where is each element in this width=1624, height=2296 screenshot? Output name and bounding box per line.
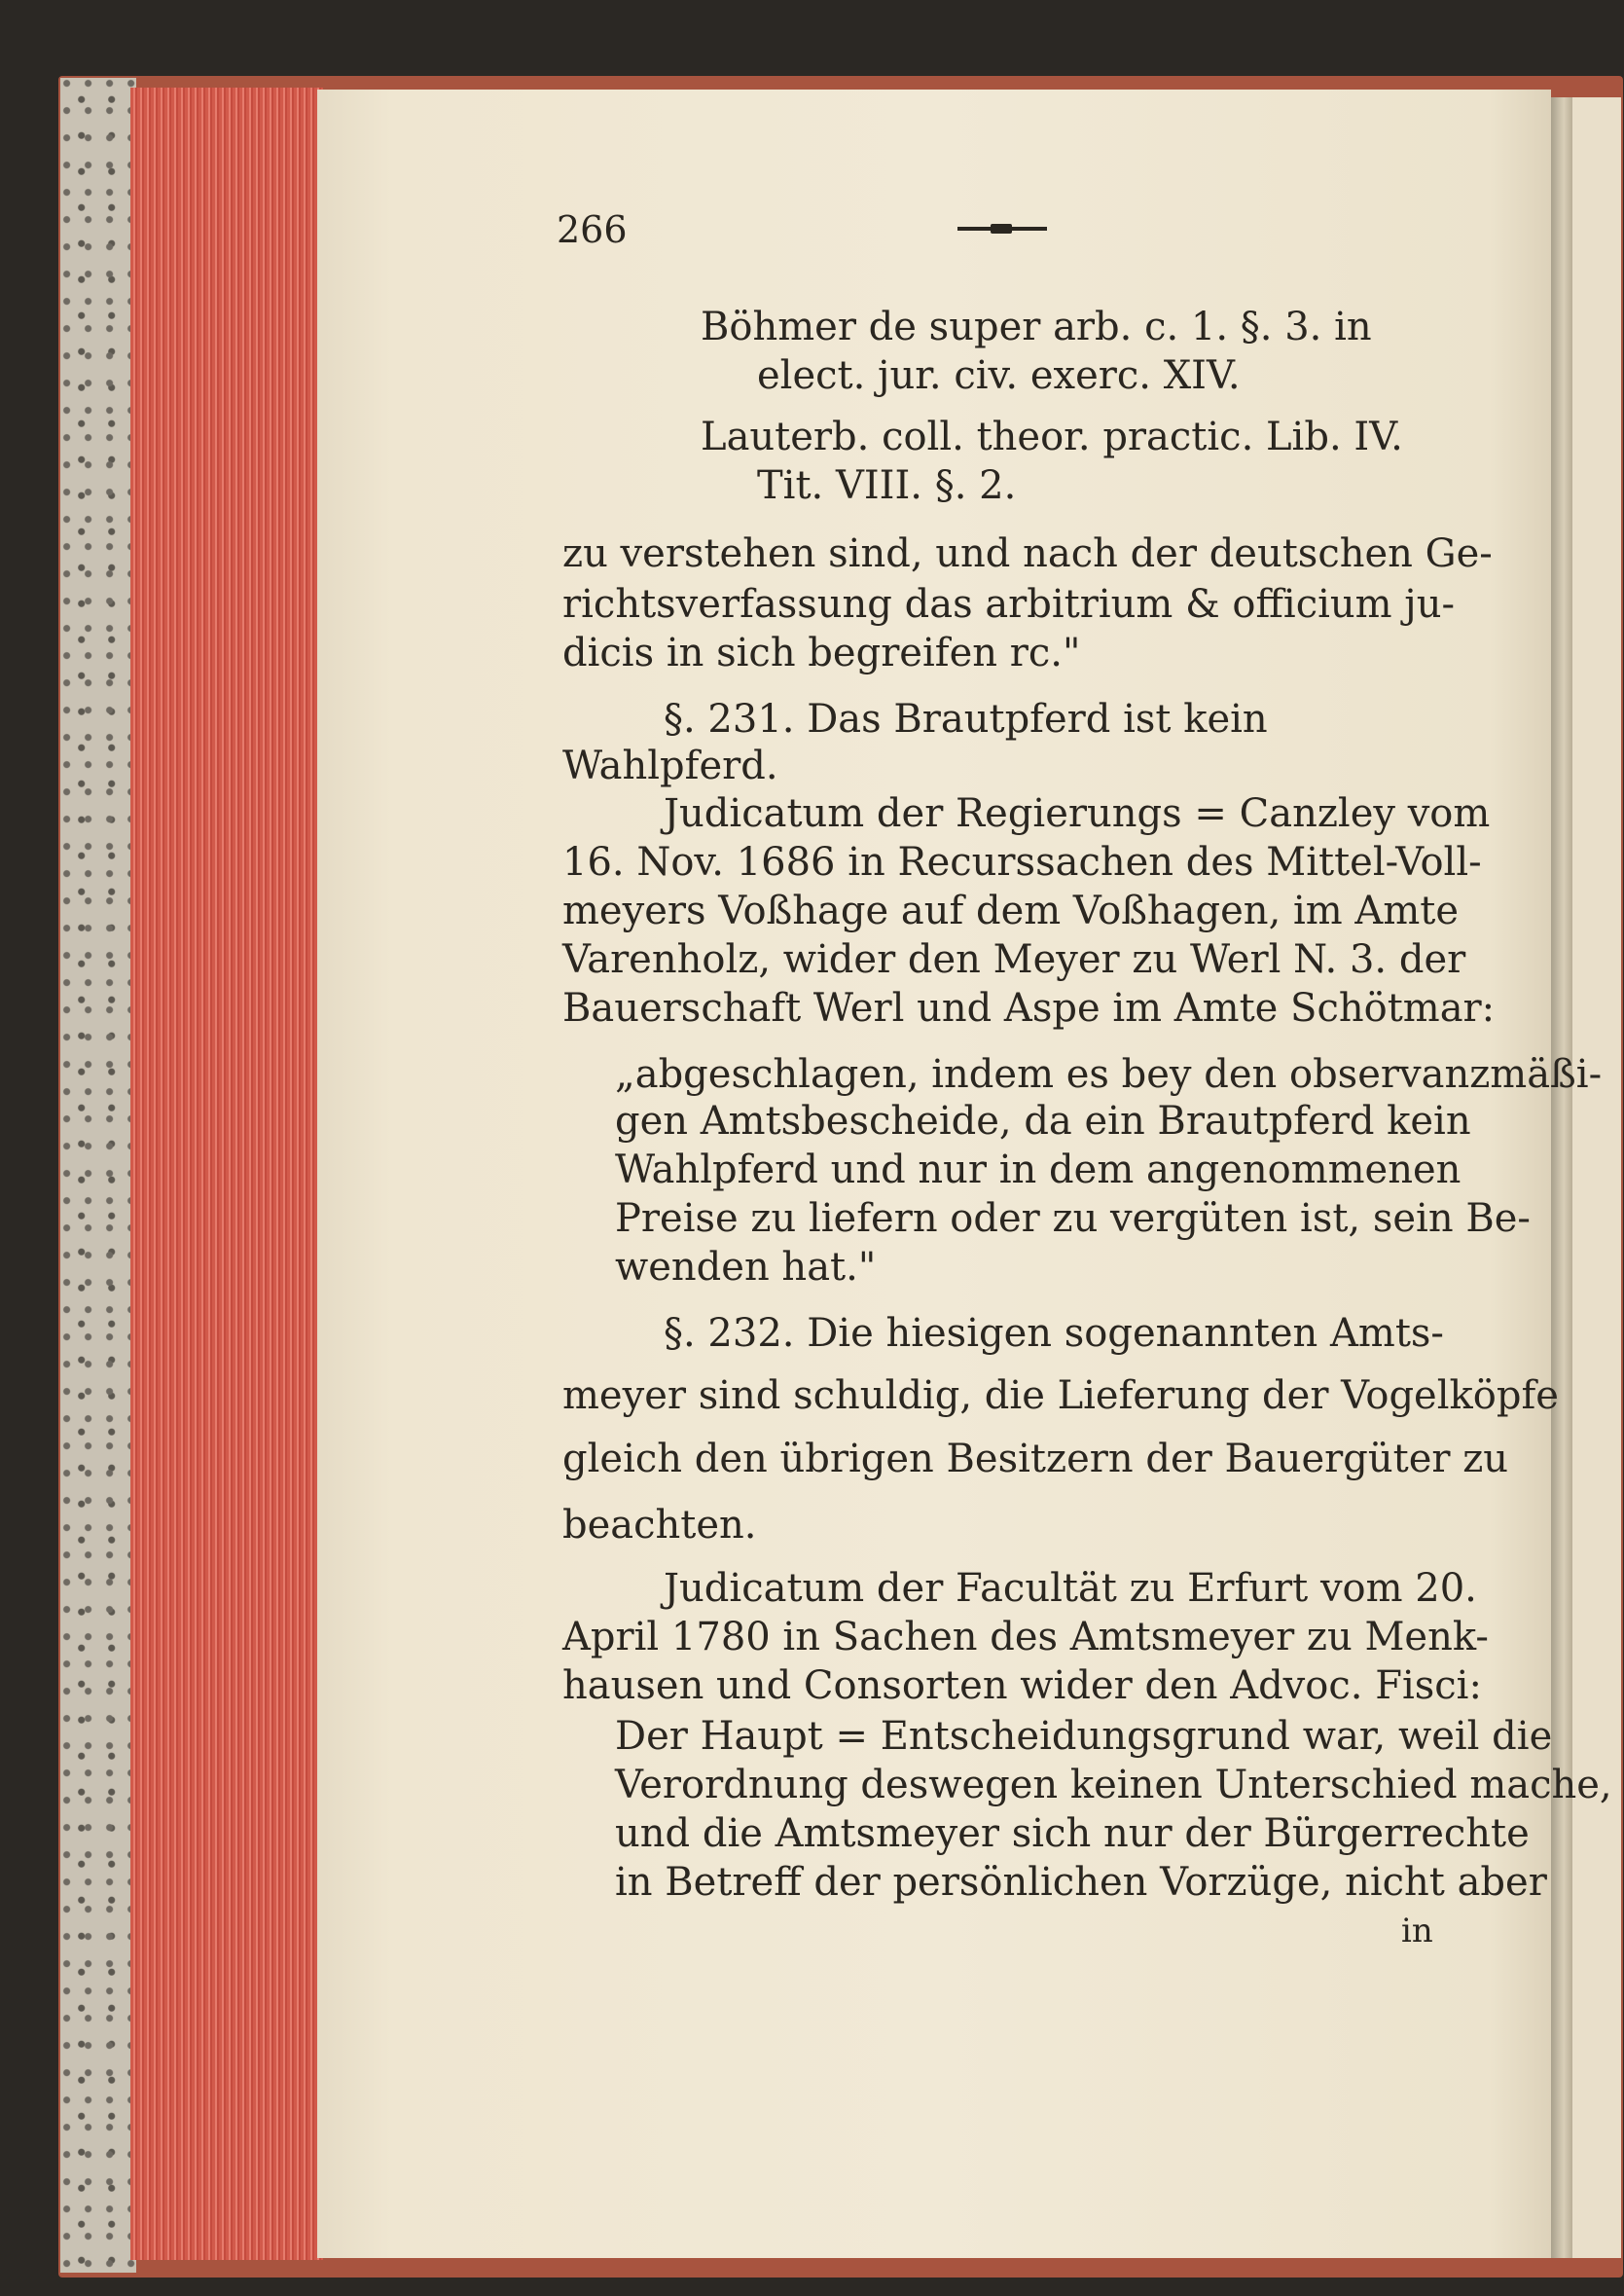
- quote-line: „abgeschlagen, indem es bey den observanzmäßi-: [615, 1052, 1603, 1097]
- page-number: 266: [557, 208, 628, 251]
- text-line: und die Amtsmeyer sich nur der Bürgerrechte: [615, 1811, 1530, 1856]
- text-line: dicis in sich begreifen rc.": [562, 631, 1081, 675]
- red-page-edges: [130, 88, 323, 2260]
- text-line: richtsverfassung das arbitrium & officium ju-: [562, 582, 1455, 627]
- section-heading: meyer sind schuldig, die Lieferung der Vogelköpfe: [562, 1373, 1559, 1418]
- text-line: Varenholz, wider den Meyer zu Werl N. 3. der: [562, 937, 1466, 982]
- text-line: Tit. VIII. §. 2.: [757, 463, 1017, 508]
- quote-line: Wahlpferd und nur in dem angenommenen: [615, 1148, 1462, 1192]
- section-heading: §. 232. Die hiesigen sogenannten Amts-: [664, 1311, 1444, 1356]
- gutter-fold: [1551, 97, 1572, 2258]
- text-line: elect. jur. civ. exerc. XIV.: [757, 353, 1241, 398]
- marbled-board: [60, 78, 136, 2273]
- text-line: hausen und Consorten wider den Advoc. Fisci:: [562, 1663, 1482, 1708]
- text-line: 16. Nov. 1686 in Recurssachen des Mittel-Voll-: [562, 840, 1482, 885]
- text-line: Judicatum der Facultät zu Erfurt vom 20.: [664, 1566, 1477, 1611]
- text-line: Judicatum der Regierungs = Canzley vom: [664, 791, 1491, 836]
- section-heading: beachten.: [562, 1503, 757, 1548]
- text-line: Der Haupt = Entscheidungsgrund war, weil die: [615, 1714, 1553, 1759]
- text-line: Verordnung deswegen keinen Unterschied mache,: [615, 1763, 1612, 1807]
- catchword: in: [1401, 1912, 1433, 1950]
- text-line: Lauterb. coll. theor. practic. Lib. IV.: [701, 415, 1403, 459]
- section-heading: Wahlpferd.: [562, 744, 778, 788]
- text-line: April 1780 in Sachen des Amtsmeyer zu Menk-: [562, 1615, 1489, 1659]
- quote-line: wenden hat.": [615, 1245, 877, 1290]
- text-line: zu verstehen sind, und nach der deutschen Ge-: [562, 531, 1493, 576]
- section-heading: §. 231. Das Brautpferd ist kein: [664, 697, 1268, 742]
- text-line: meyers Voßhage auf dem Voßhagen, im Amte: [562, 889, 1459, 933]
- text-line: in Betreff der persönlichen Vorzüge, nicht aber: [615, 1860, 1547, 1905]
- quote-line: gen Amtsbescheide, da ein Brautpferd kein: [615, 1099, 1471, 1144]
- text-line: Bauerschaft Werl und Aspe im Amte Schötmar:: [562, 986, 1496, 1031]
- header-ornament-center: [991, 224, 1012, 234]
- quote-line: Preise zu liefern oder zu vergüten ist, sein Be-: [615, 1196, 1531, 1241]
- text-line: Böhmer de super arb. c. 1. §. 3. in: [701, 305, 1372, 349]
- section-heading: gleich den übrigen Besitzern der Bauergüter zu: [562, 1437, 1509, 1481]
- facing-page-strip: [1572, 97, 1621, 2258]
